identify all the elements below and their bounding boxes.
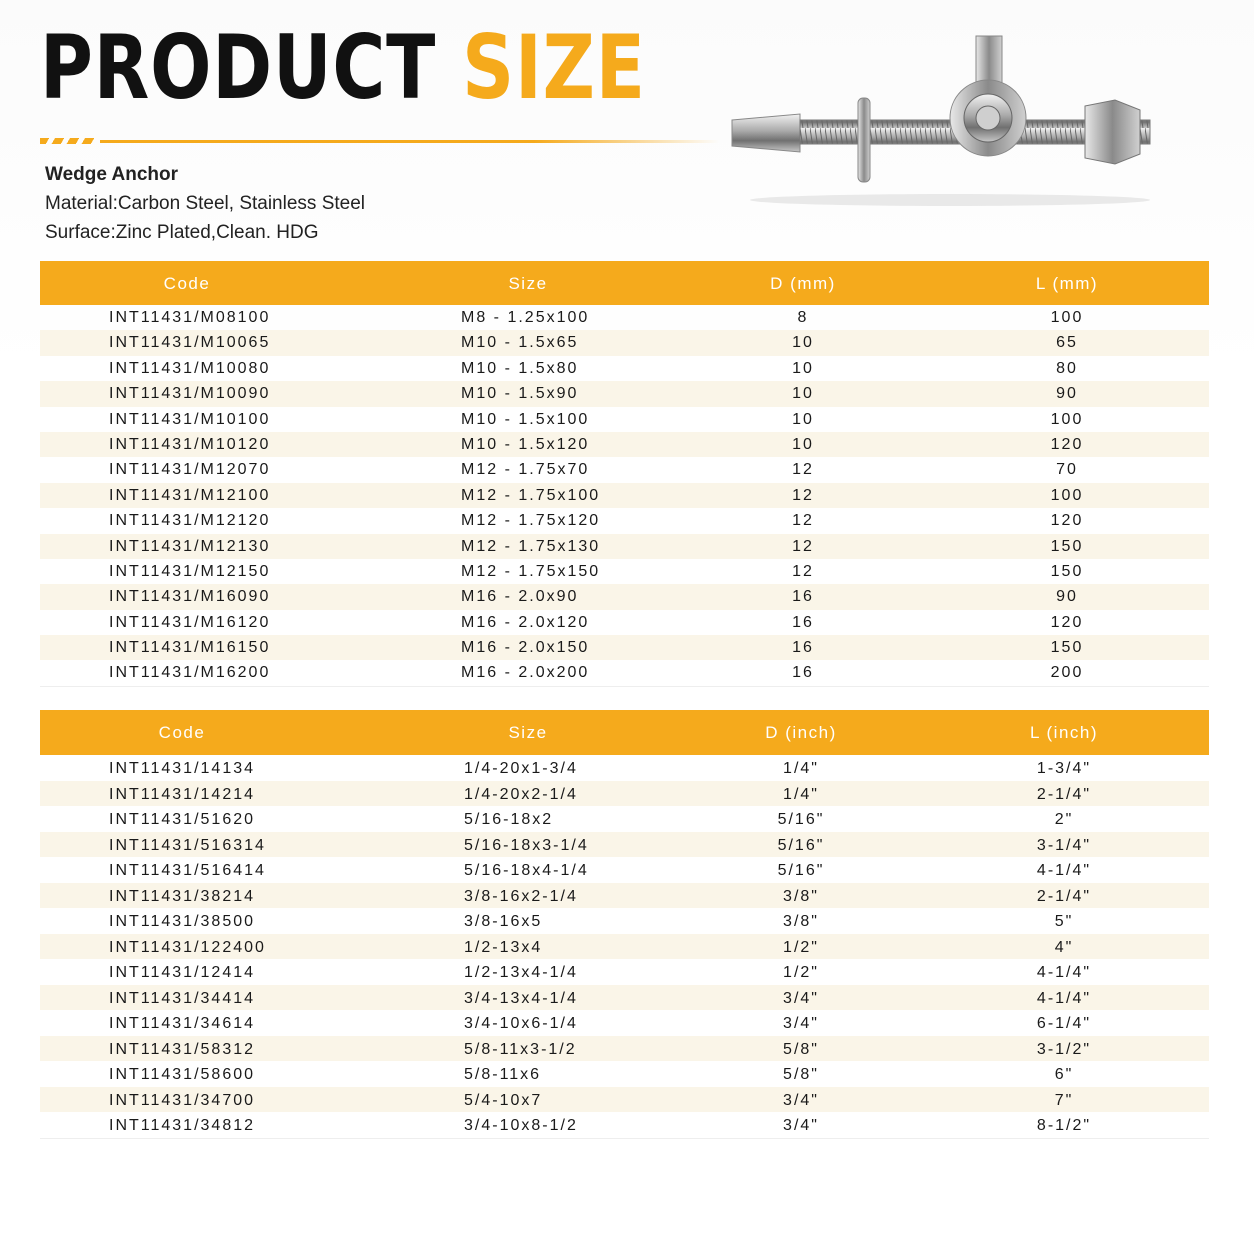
cell-diameter: 16 — [792, 639, 814, 657]
cell-length: 100 — [1050, 309, 1084, 326]
cell-size: 3/4-13x4-1/4 — [464, 989, 578, 1007]
table-row — [40, 1036, 1209, 1062]
cell-diameter: 10 — [792, 435, 814, 453]
cell-size: 1/4-20x1-3/4 — [464, 760, 578, 777]
cell-length: 4-1/4" — [1036, 989, 1092, 1007]
cell-code: INT11431/M16090 — [109, 588, 271, 606]
cell-length: 5" — [1054, 913, 1074, 930]
cell-size: 5/8-11x6 — [464, 1066, 542, 1083]
cell-code: INT11431/34614 — [109, 1015, 256, 1032]
title-word-size: SIZE — [462, 16, 646, 119]
cell-size: 1/4-20x2-1/4 — [464, 785, 578, 803]
table-row — [40, 483, 1209, 508]
cell-length: 6-1/4" — [1036, 1015, 1092, 1032]
header-l-mm: L (mm) — [1035, 274, 1099, 293]
cell-code: INT11431/M10100 — [109, 410, 271, 428]
cell-size: M12 - 1.75x120 — [461, 512, 601, 530]
cell-length: 6" — [1054, 1066, 1074, 1083]
table-row — [40, 985, 1209, 1011]
cell-code: INT11431/516414 — [109, 862, 266, 879]
cell-diameter: 10 — [792, 385, 814, 403]
table-row — [40, 457, 1209, 482]
cell-length: 80 — [1056, 359, 1078, 377]
cell-size: M12 - 1.75x130 — [461, 537, 601, 555]
cell-code: INT11431/58600 — [109, 1066, 256, 1083]
cell-code: INT11431/M10080 — [109, 359, 271, 377]
cell-size: 1/2-13x4-1/4 — [464, 964, 578, 981]
table-row — [40, 908, 1209, 934]
product-info — [45, 160, 365, 247]
cell-length: 70 — [1056, 461, 1078, 479]
cell-code: INT11431/38214 — [109, 887, 256, 905]
cell-code: INT11431/122400 — [109, 938, 266, 956]
title-underline-decoration — [40, 138, 720, 146]
table-row — [40, 635, 1209, 660]
cell-size: M16 - 2.0x200 — [461, 664, 590, 682]
cell-diameter: 16 — [792, 613, 814, 631]
cell-length: 8-1/2" — [1036, 1117, 1092, 1134]
cell-code: INT11431/M12120 — [109, 512, 271, 530]
cell-size: 3/8-16x5 — [464, 913, 543, 930]
cell-diameter: 3/8" — [783, 913, 819, 930]
table-row — [40, 534, 1209, 559]
cell-code: INT11431/M10090 — [109, 385, 271, 403]
cell-code: INT11431/14214 — [109, 785, 256, 803]
table-row — [40, 959, 1209, 985]
cell-size: 3/8-16x2-1/4 — [464, 887, 578, 905]
table-row — [40, 934, 1209, 960]
cell-diameter: 10 — [792, 359, 814, 377]
table-row — [40, 330, 1209, 355]
table-row — [40, 559, 1209, 584]
cell-length: 4-1/4" — [1036, 964, 1092, 981]
table-row — [40, 305, 1209, 330]
cell-code: INT11431/34812 — [109, 1117, 256, 1134]
wedge-anchor-illustration — [720, 28, 1160, 208]
table-row — [40, 781, 1209, 807]
cell-size: M12 - 1.75x100 — [461, 486, 601, 504]
cell-diameter: 3/8" — [783, 887, 819, 905]
product-name: Wedge Anchor — [45, 164, 179, 185]
cell-length: 120 — [1050, 512, 1084, 530]
cell-size: M12 - 1.75x150 — [461, 562, 601, 580]
cell-diameter: 3/4" — [783, 989, 819, 1007]
cell-size: M10 - 1.5x65 — [461, 334, 579, 352]
cell-code: INT11431/14134 — [109, 760, 256, 777]
stripe-accent — [40, 138, 94, 144]
cell-size: 5/4-10x7 — [464, 1091, 543, 1109]
cell-diameter: 16 — [792, 664, 814, 682]
table-row — [40, 381, 1209, 406]
header-d-mm: D (mm) — [770, 274, 836, 293]
cell-code: INT11431/12414 — [109, 964, 256, 981]
cell-size: 5/8-11x3-1/2 — [464, 1040, 577, 1058]
header-size: Size — [508, 274, 548, 293]
cell-diameter: 5/8" — [783, 1066, 819, 1083]
table-row — [40, 432, 1209, 457]
cell-size: 5/16-18x3-1/4 — [464, 836, 589, 854]
cell-length: 100 — [1050, 486, 1084, 504]
cell-diameter: 3/4" — [783, 1091, 819, 1109]
cell-code: INT11431/M12150 — [109, 562, 271, 580]
cell-diameter: 8 — [797, 309, 809, 326]
cell-size: M12 - 1.75x70 — [461, 461, 590, 479]
cell-diameter: 1/2" — [783, 938, 819, 956]
header-code: Code — [158, 723, 206, 742]
cell-length: 150 — [1050, 562, 1084, 580]
cell-size: 5/16-18x2 — [464, 811, 554, 828]
cell-diameter: 5/16" — [777, 862, 825, 879]
cell-length: 120 — [1050, 435, 1084, 453]
cell-size: 1/2-13x4 — [464, 938, 543, 956]
table-row — [40, 1010, 1209, 1036]
table-row — [40, 610, 1209, 635]
table-row — [40, 1087, 1209, 1113]
table-row — [40, 755, 1209, 781]
header-d-inch: D (inch) — [765, 723, 837, 742]
cell-length: 2" — [1054, 811, 1074, 828]
cell-length: 150 — [1050, 639, 1084, 657]
cell-length: 200 — [1050, 664, 1084, 682]
cell-length: 150 — [1050, 537, 1084, 555]
accent-line — [100, 140, 720, 143]
cell-diameter: 10 — [792, 410, 814, 428]
cell-diameter: 5/16" — [777, 811, 825, 828]
cell-length: 7" — [1054, 1091, 1074, 1109]
cell-diameter: 12 — [792, 461, 814, 479]
header-size: Size — [508, 723, 548, 742]
cell-code: INT11431/M16150 — [109, 639, 271, 657]
cell-length: 100 — [1050, 410, 1084, 428]
cell-length: 2-1/4" — [1036, 785, 1092, 803]
imperial-size-table — [40, 710, 1209, 1139]
cell-diameter: 10 — [792, 334, 814, 352]
metric-size-table — [40, 261, 1209, 687]
cell-diameter: 1/4" — [783, 785, 819, 803]
header-code: Code — [163, 274, 211, 293]
cell-size: 5/16-18x4-1/4 — [464, 862, 589, 879]
cell-code: INT11431/M10065 — [109, 334, 271, 352]
page-title — [40, 16, 646, 119]
table-header — [40, 710, 1209, 755]
table-row — [40, 806, 1209, 832]
cell-code: INT11431/M08100 — [109, 309, 271, 326]
cell-diameter: 3/4" — [783, 1117, 819, 1134]
cell-code: INT11431/34700 — [109, 1091, 256, 1109]
cell-length: 90 — [1056, 385, 1078, 403]
cell-size: M10 - 1.5x100 — [461, 410, 590, 428]
table-row — [40, 356, 1209, 381]
cell-code: INT11431/M12070 — [109, 461, 271, 479]
cell-diameter: 3/4" — [783, 1015, 819, 1032]
cell-code: INT11431/516314 — [109, 836, 266, 854]
cell-length: 1-3/4" — [1036, 760, 1092, 777]
cell-code: INT11431/58312 — [109, 1040, 256, 1058]
cell-size: M10 - 1.5x90 — [461, 385, 579, 403]
cell-code: INT11431/M10120 — [109, 435, 271, 453]
cell-size: 3/4-10x8-1/2 — [464, 1117, 578, 1134]
cell-length: 2-1/4" — [1036, 887, 1092, 905]
table-row — [40, 407, 1209, 432]
cell-code: INT11431/M12100 — [109, 486, 271, 504]
table-row — [40, 883, 1209, 909]
cell-code: INT11431/51620 — [109, 811, 256, 828]
title-word-product: PRODUCT — [40, 16, 437, 119]
cell-code: INT11431/M12130 — [109, 537, 271, 555]
cell-size: M10 - 1.5x80 — [461, 359, 579, 377]
cell-size: M16 - 2.0x90 — [461, 588, 579, 606]
cell-size: 3/4-10x6-1/4 — [464, 1015, 578, 1032]
table-header — [40, 261, 1209, 305]
table-body — [40, 755, 1209, 1139]
table-row — [40, 857, 1209, 883]
table-row — [40, 584, 1209, 609]
cell-length: 90 — [1056, 588, 1078, 606]
cell-diameter: 1/4" — [783, 760, 819, 777]
cell-length: 3-1/2" — [1036, 1040, 1092, 1058]
product-material: Material:Carbon Steel, Stainless Steel — [45, 193, 365, 214]
header-l-inch: L (inch) — [1029, 723, 1099, 742]
cell-diameter: 12 — [792, 562, 814, 580]
cell-length: 120 — [1050, 613, 1084, 631]
cell-diameter: 5/8" — [783, 1040, 819, 1058]
cell-size: M10 - 1.5x120 — [461, 435, 590, 453]
cell-size: M16 - 2.0x150 — [461, 639, 590, 657]
cell-length: 65 — [1056, 334, 1078, 352]
cell-size: M8 - 1.25x100 — [461, 309, 590, 326]
cell-diameter: 16 — [792, 588, 814, 606]
table-row — [40, 508, 1209, 533]
cell-diameter: 12 — [792, 512, 814, 530]
cell-length: 4-1/4" — [1036, 862, 1092, 879]
cell-code: INT11431/34414 — [109, 989, 256, 1007]
cell-code: INT11431/M16200 — [109, 664, 271, 682]
table-row — [40, 660, 1209, 685]
cell-diameter: 12 — [792, 537, 814, 555]
table-row — [40, 1061, 1209, 1087]
cell-diameter: 5/16" — [777, 836, 825, 854]
cell-length: 3-1/4" — [1036, 836, 1092, 854]
table-row — [40, 832, 1209, 858]
table-body — [40, 305, 1209, 687]
cell-diameter: 12 — [792, 486, 814, 504]
cell-code: INT11431/38500 — [109, 913, 256, 930]
cell-diameter: 1/2" — [783, 964, 819, 981]
product-surface: Surface:Zinc Plated,Clean. HDG — [45, 222, 319, 243]
cell-length: 4" — [1054, 938, 1074, 956]
cell-size: M16 - 2.0x120 — [461, 613, 590, 631]
table-row — [40, 1112, 1209, 1138]
cell-code: INT11431/M16120 — [109, 613, 271, 631]
